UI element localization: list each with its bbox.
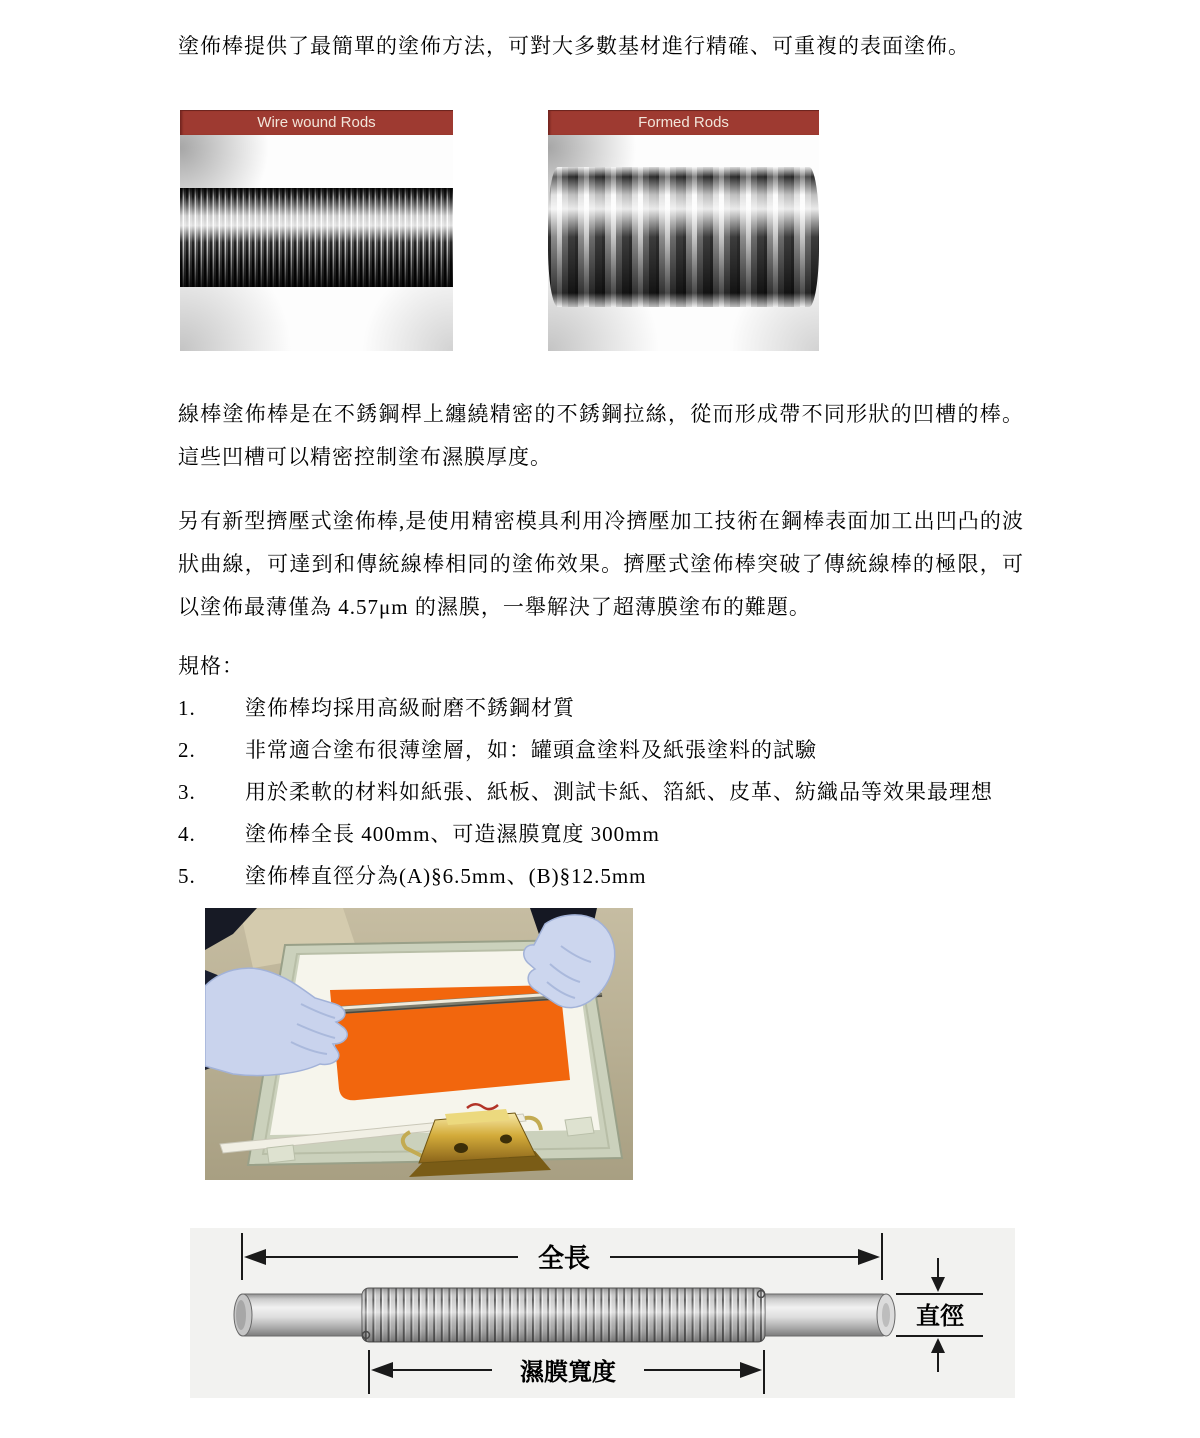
figure-formed-rods bbox=[548, 110, 819, 351]
coating-demo-photo-svg bbox=[205, 908, 633, 1180]
rod-dimension-diagram bbox=[190, 1228, 1015, 1398]
list-item bbox=[178, 687, 1038, 729]
wire-wound-rod-image bbox=[180, 135, 453, 351]
wire-wound-rod-illustration bbox=[180, 188, 453, 287]
list-item-text: 用於柔軟的材料如紙張、紙板、測試卡紙、箔紙、皮革、紡織品等效果最理想 bbox=[245, 780, 993, 804]
list-item-text: 塗佈棒均採用高級耐磨不銹鋼材質 bbox=[245, 696, 575, 720]
formed-rod-illustration bbox=[548, 167, 819, 307]
extruded-rod-paragraph: 另有新型擠壓式塗佈棒,是使用精密模具利用冷擠壓加工技術在鋼棒表面加工出凹凸的波狀曲線，可達到和傳統線棒相同的塗佈效果。擠壓式塗佈棒突破了傳統線棒的極限，可以塗佈最薄僅為 4.57μm 的濕膜，一舉解決了超薄膜塗布的難題。 bbox=[178, 509, 1024, 619]
figure-title-wire-wound: Wire wound Rods bbox=[180, 110, 453, 135]
wire-rod-paragraph: 線棒塗佈棒是在不銹鋼桿上纏繞精密的不銹鋼拉絲，從而形成帶不同形狀的凹槽的棒。這些凹槽可以精密控制塗布濕膜厚度。 bbox=[178, 402, 1024, 469]
wet-film-width-label: 濕膜寬度 bbox=[520, 1359, 616, 1386]
diagram-rod-left-cap-inner bbox=[236, 1300, 246, 1330]
diagram-wire-wound-shading bbox=[362, 1288, 765, 1342]
list-item bbox=[178, 813, 1038, 855]
figure-wire-wound-rods bbox=[180, 110, 453, 351]
diameter-label: 直徑 bbox=[916, 1303, 964, 1330]
full-length-label: 全長 bbox=[537, 1243, 591, 1273]
list-item-text: 塗佈棒直徑分為(A)§6.5mm、(B)§12.5mm bbox=[245, 864, 647, 888]
formed-rod-image bbox=[548, 135, 819, 351]
list-item bbox=[178, 855, 1038, 897]
intro-paragraph: 塗佈棒提供了最簡單的塗佈方法，可對大多數基材進行精確、可重複的表面塗佈。 bbox=[178, 34, 970, 58]
list-item-number: 4. bbox=[178, 822, 196, 846]
spec-heading: 規格： bbox=[178, 654, 244, 678]
list-item-number: 5. bbox=[178, 864, 196, 888]
list-item bbox=[178, 771, 1038, 813]
list-item-number: 2. bbox=[178, 738, 196, 762]
rod-dimension-diagram-svg bbox=[190, 1228, 1015, 1398]
list-item-number: 1. bbox=[178, 696, 196, 720]
list-item-number: 3. bbox=[178, 780, 196, 804]
diagram-rod-right-cap-inner bbox=[882, 1303, 890, 1327]
photo-glass-foot-right bbox=[565, 1117, 594, 1136]
spec-list bbox=[178, 687, 1038, 897]
list-item-text: 塗佈棒全長 400mm、可造濕膜寬度 300mm bbox=[245, 822, 660, 846]
coating-demo-photo bbox=[205, 908, 633, 1180]
figure-title-formed: Formed Rods bbox=[548, 110, 819, 135]
photo-glass-foot-left bbox=[267, 1145, 295, 1163]
list-item-text: 非常適合塗布很薄塗層，如：罐頭盒塗料及紙張塗料的試驗 bbox=[245, 738, 817, 762]
list-item bbox=[178, 729, 1038, 771]
